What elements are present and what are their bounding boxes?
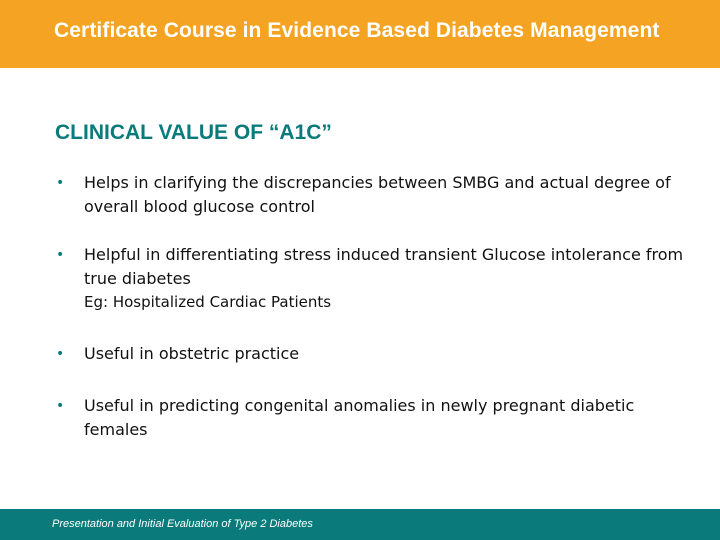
bullet-example: Eg: Hospitalized Cardiac Patients (84, 293, 332, 311)
bullet-text: Helps in clarifying the discrepancies between SMBG and actual degree of overall blood glucose control (84, 173, 671, 216)
slide-title: CLINICAL VALUE OF “A1C” (55, 121, 332, 144)
footer-bar (0, 509, 720, 540)
bullet-text: Helpful in differentiating stress induced transient Glucose intolerance from true diabetes (84, 245, 684, 288)
footer-text: Presentation and Initial Evaluation of Type 2 Diabetes (52, 518, 313, 530)
bullet-icon: • (56, 346, 65, 362)
course-title: Certificate Course in Evidence Based Diabetes Management (54, 19, 660, 42)
bullet-icon: • (56, 398, 65, 414)
bullet-icon: • (56, 175, 65, 191)
bullet-icon: • (56, 247, 65, 263)
bullet-text: Useful in predicting congenital anomalies in newly pregnant diabetic females (84, 396, 635, 439)
bullet-text: Useful in obstetric practice (84, 344, 300, 363)
header-bar (0, 0, 720, 68)
